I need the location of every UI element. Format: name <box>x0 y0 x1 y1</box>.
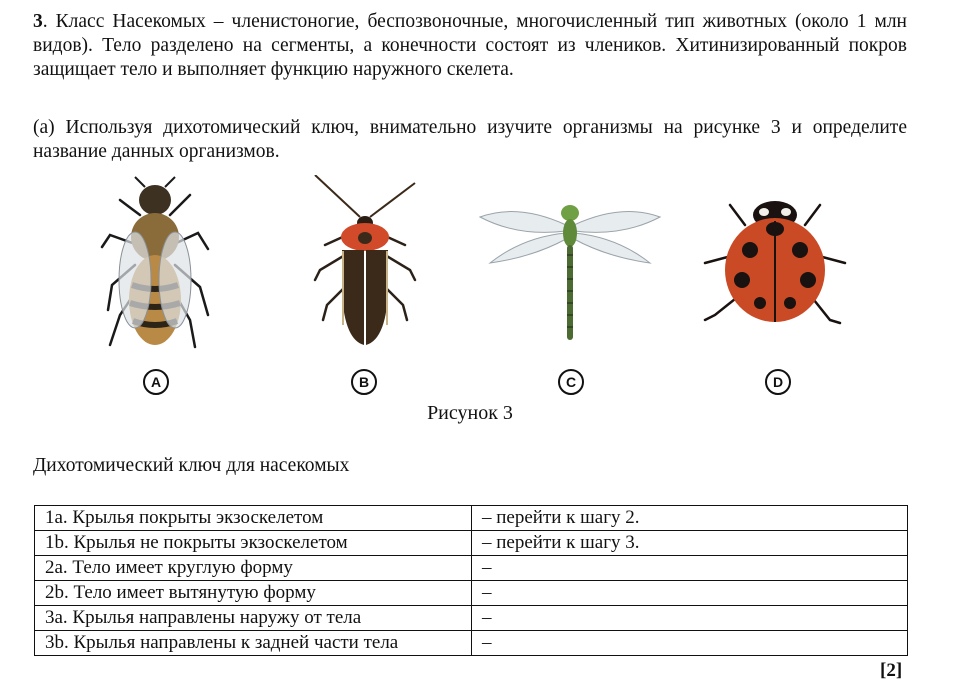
firefly-image <box>305 175 425 355</box>
dragonfly-image <box>478 195 663 345</box>
bee-image <box>90 175 220 355</box>
task-paragraph: (а) Используя дихотомический ключ, внимательно изучите организмы на рисунке 3 и определите название данных организмов. <box>33 117 907 162</box>
label-a: A <box>143 369 169 395</box>
table-row <box>35 606 908 631</box>
table-row <box>35 581 908 606</box>
key-result: – <box>472 606 908 631</box>
table-row <box>35 506 908 531</box>
key-title: Дихотомический ключ для насекомых <box>33 455 350 476</box>
intro-text: . Класс Насекомых – членистоногие, беспозвоночные, многочисленный тип животных (около 1 млн видов). Тело разделено на сегменты, а конечности состоят из члеников. Хитинизированный покров защищает тело и выполняет функцию наружного скелета. <box>33 11 907 80</box>
key-condition: 2a. Тело имеет круглую форму <box>35 556 472 581</box>
key-condition: 3a. Крылья направлены наружу от тела <box>35 606 472 631</box>
dichotomous-key-table <box>34 505 908 656</box>
label-c: C <box>558 369 584 395</box>
key-result: – перейти к шагу 3. <box>472 531 908 556</box>
key-condition: 2b. Тело имеет вытянутую форму <box>35 581 472 606</box>
label-b: B <box>351 369 377 395</box>
key-result: – <box>472 631 908 656</box>
key-condition: 1a. Крылья покрыты экзоскелетом <box>35 506 472 531</box>
key-condition: 3b. Крылья направлены к задней части тела <box>35 631 472 656</box>
figure-caption: Рисунок 3 <box>427 402 513 424</box>
intro-paragraph <box>33 10 907 82</box>
insect-figure <box>0 170 971 385</box>
marks-label: [2] <box>880 660 903 681</box>
label-d: D <box>765 369 791 395</box>
key-condition: 1b. Крылья не покрыты экзоскелетом <box>35 531 472 556</box>
key-result: – <box>472 556 908 581</box>
question-number: 3 <box>33 11 43 32</box>
ladybug-image <box>700 185 850 335</box>
key-result: – перейти к шагу 2. <box>472 506 908 531</box>
table-row <box>35 631 908 656</box>
table-row <box>35 556 908 581</box>
key-result: – <box>472 581 908 606</box>
table-row <box>35 531 908 556</box>
